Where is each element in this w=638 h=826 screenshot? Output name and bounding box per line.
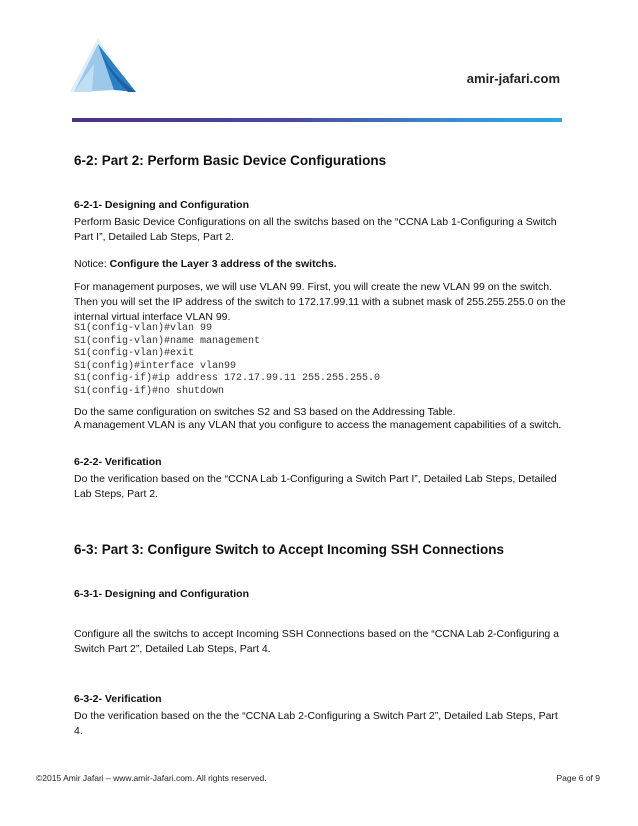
- code-line: S1(config)#interface vlan99: [74, 360, 237, 372]
- section-title-6-3: 6-3: Part 3: Configure Switch to Accept Incoming SSH Connections: [74, 542, 505, 557]
- code-line: S1(config-if)#no shutdown: [74, 385, 225, 397]
- subsection-title-6-2-2: 6-2-2- Verification: [74, 456, 162, 468]
- footer-copyright: ©2015 Amir Jafari – www.amir-Jafari.com. All rights reserved.: [36, 773, 267, 783]
- subsection-title-6-3-2: 6-3-2- Verification: [74, 693, 162, 705]
- notice-bold-text: Configure the Layer 3 address of the switchs.: [109, 258, 337, 270]
- logo-icon: [68, 34, 138, 96]
- paragraph-same-config: Do the same configuration on switches S2 and S3 based on the Addressing Table.: [74, 406, 456, 418]
- code-line: S1(config-vlan)#name management: [74, 335, 261, 347]
- paragraph-6-3-2: Do the verification based on the the “CCNA Lab 2-Configuring a Switch Part 2”, Detailed Lab Steps, Part 4.: [74, 710, 558, 737]
- paragraph-6-2-1-intro: Perform Basic Device Configurations on all the switchs based on the “CCNA Lab 1-Configuring a Switch Part I”, Detailed Lab Steps, Part 2.: [74, 216, 557, 243]
- section-title-6-2: 6-2: Part 2: Perform Basic Device Configurations: [74, 153, 387, 168]
- paragraph-6-3-1: Configure all the switchs to accept Incoming SSH Connections based on the “CCNA Lab 2-Configuring a Switch Part 2”, Detailed Lab Steps, Part 4.: [74, 628, 560, 655]
- footer-page-number: Page 6 of 9: [556, 773, 600, 783]
- notice-label: Notice:: [74, 258, 110, 270]
- site-name: amir-jafari.com: [466, 71, 560, 86]
- subsection-title-6-2-1: 6-2-1- Designing and Configuration: [74, 199, 249, 211]
- notice-line: [74, 257, 566, 272]
- paragraph-6-2-2: Do the verification based on the “CCNA Lab 1-Configuring a Switch Part I”, Detailed Lab Steps, Detailed Lab Steps, Part 2.: [74, 473, 557, 500]
- code-block: [74, 323, 380, 398]
- code-line: S1(config-vlan)#exit: [74, 348, 195, 359]
- code-line: S1(config-if)#ip address 172.17.99.11 255.255.255.0: [74, 373, 381, 384]
- paragraph-vlan-management: For management purposes, we will use VLAN 99. First, you will create the new VLAN 99 on the switch. Then you will set the IP address of the switch to 172.17.99.11 with a subnet mask of 255.255.255.0 on the internal virtual interface VLAN 99.: [74, 281, 566, 323]
- paragraph-management-vlan: A management VLAN is any VLAN that you configure to access the management capabilities of a switch.: [74, 419, 562, 431]
- code-line: S1(config-vlan)#vlan 99: [74, 323, 213, 334]
- header-divider-bar: [72, 118, 562, 122]
- subsection-title-6-3-1: 6-3-1- Designing and Configuration: [74, 588, 249, 600]
